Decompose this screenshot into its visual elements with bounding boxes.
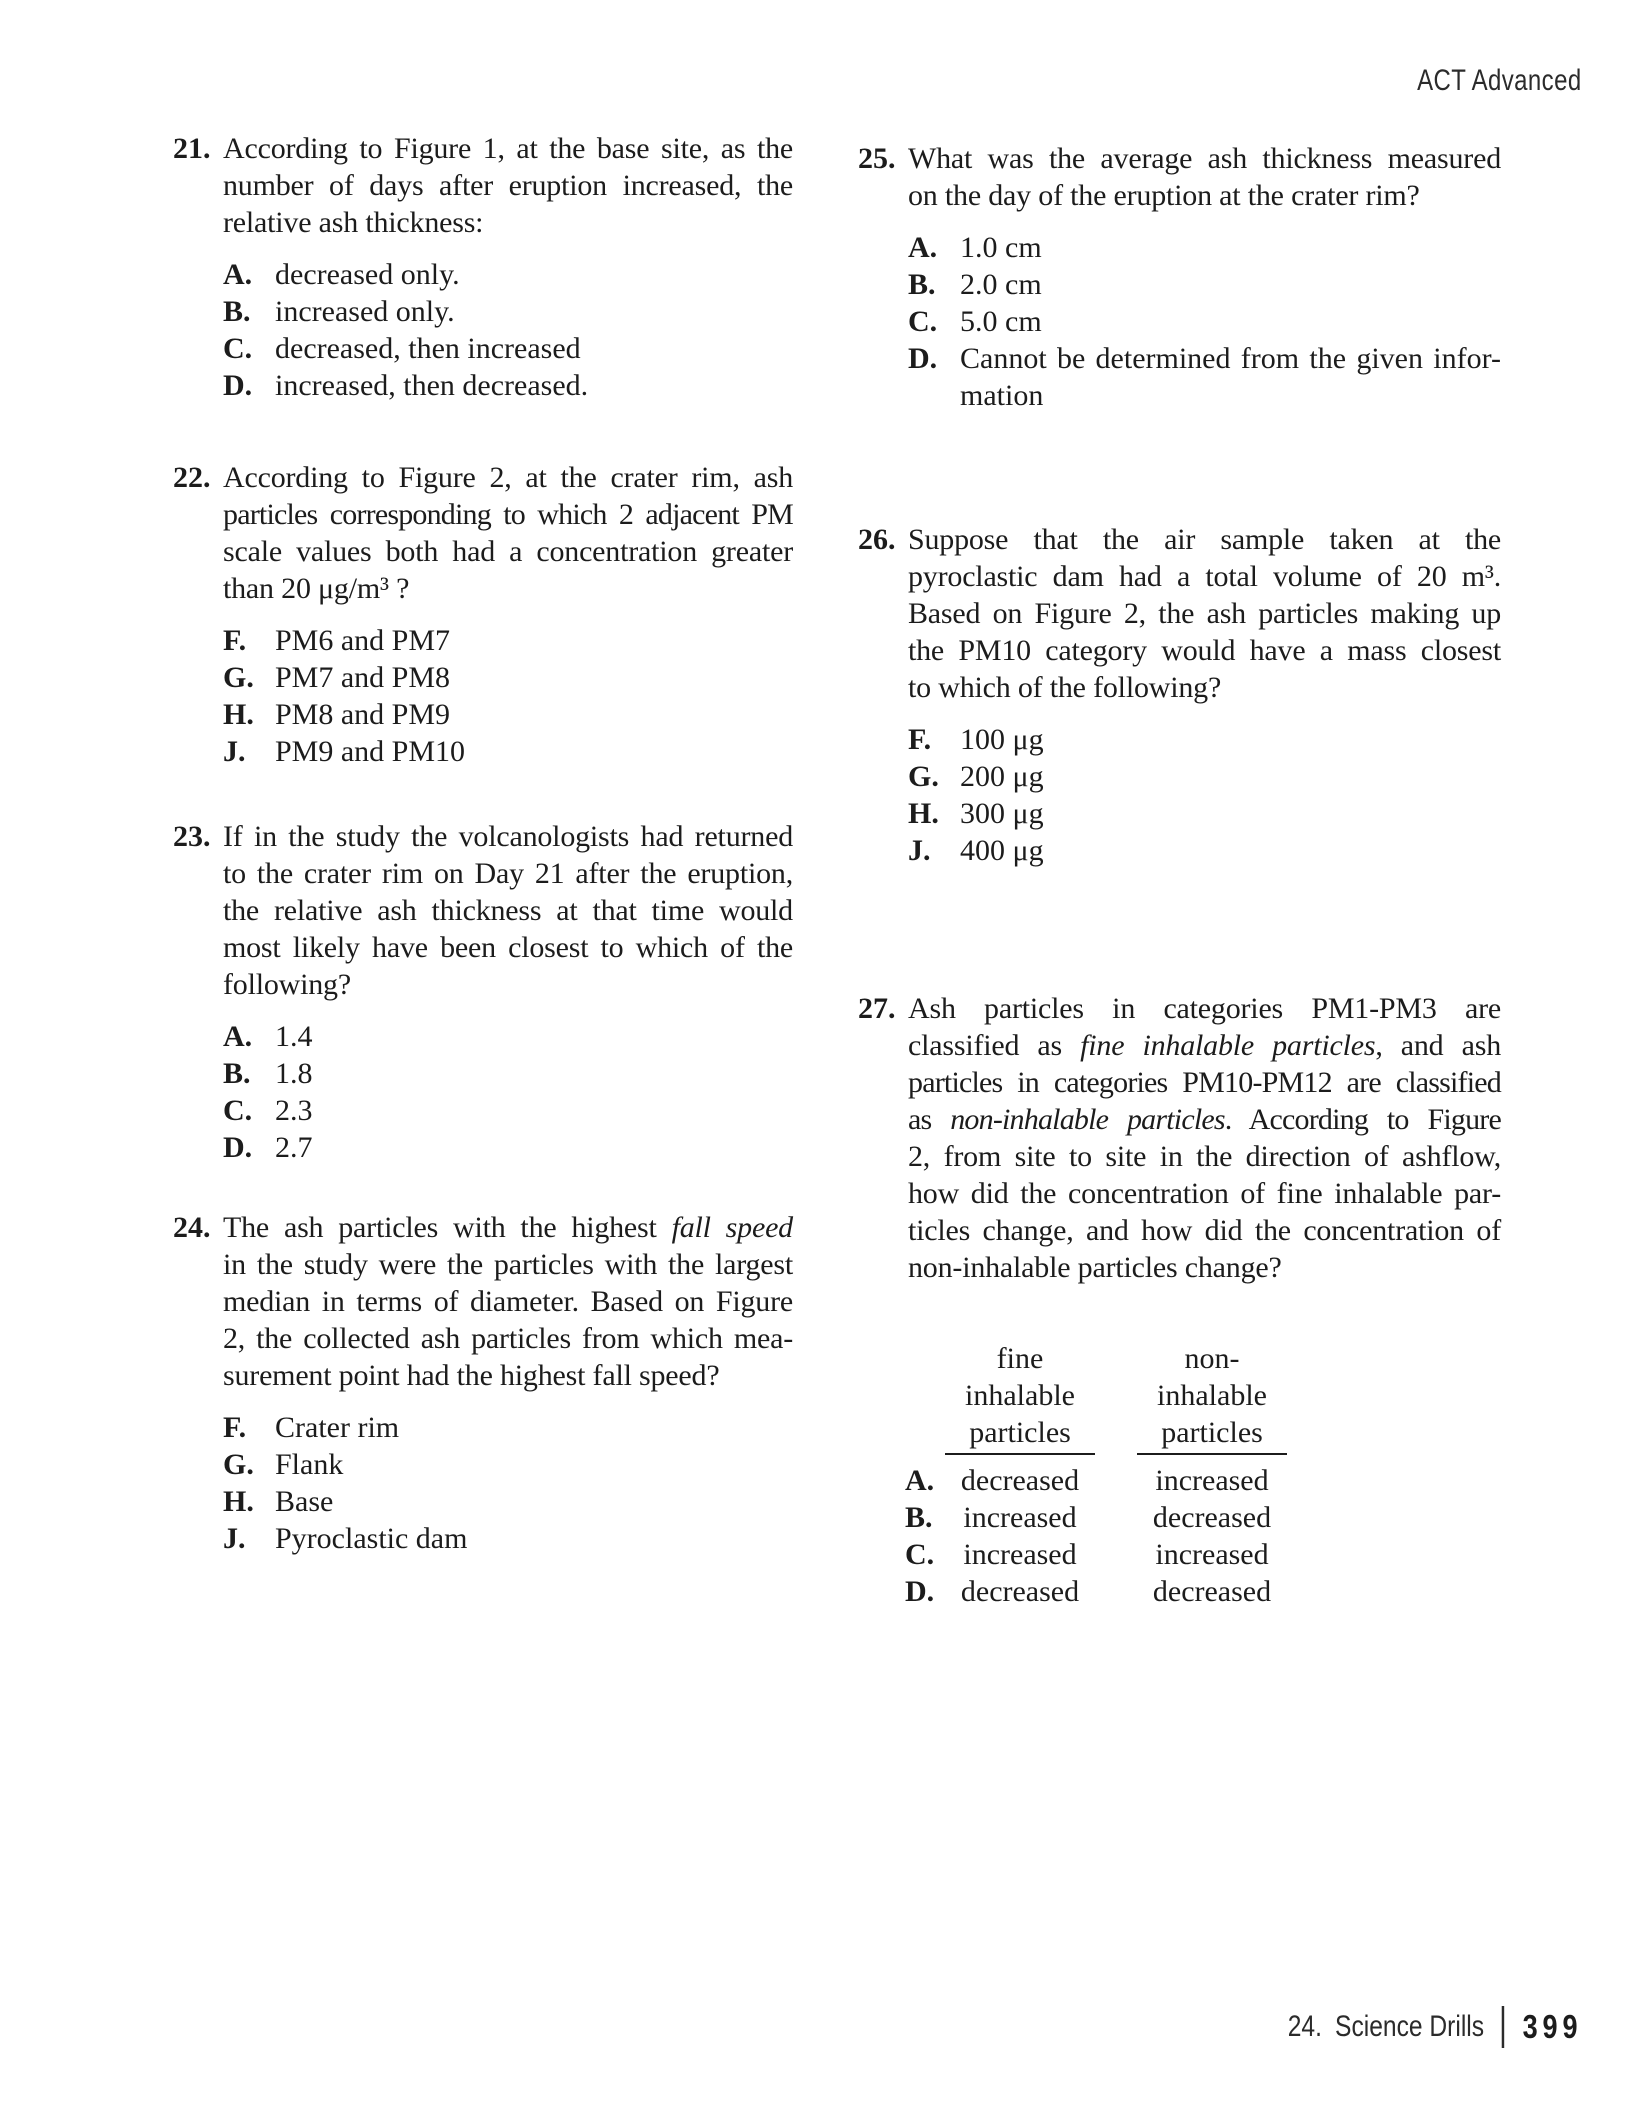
option-letter: B. <box>223 1057 251 1090</box>
table-cell: decreased <box>960 1464 1080 1497</box>
table-row <box>858 1536 1501 1573</box>
question-body <box>908 521 1501 869</box>
option-letter: D. <box>905 1575 935 1608</box>
question-line: classified as fine inhalable particles, and ash <box>908 1029 1502 1062</box>
option-row <box>908 721 1501 758</box>
question-body <box>223 459 793 770</box>
option-text: 2.7 <box>275 1131 313 1164</box>
option-letter: G. <box>223 661 254 694</box>
option-text: Flank <box>275 1448 344 1481</box>
option-row <box>223 1483 793 1520</box>
option-text: increased, then decreased. <box>275 369 589 402</box>
option-text: 400 μg <box>960 834 1044 867</box>
options-list <box>908 721 1501 869</box>
table-header-row <box>858 1340 1501 1455</box>
question-line: non-inhalable particles change? <box>908 1251 1282 1284</box>
option-text: 2.0 cm <box>960 268 1042 301</box>
option-text: decreased only. <box>275 258 460 291</box>
options-list <box>223 256 793 404</box>
option-letter: F. <box>223 1411 247 1444</box>
question-line: Suppose that the air sample taken at the <box>908 523 1501 556</box>
footer-divider <box>1502 2006 1504 2048</box>
question-line: median in terms of diameter. Based on Figure <box>223 1285 793 1318</box>
question-line: number of days after eruption increased, the <box>223 169 793 202</box>
option-text: decreased, then increased <box>275 332 581 365</box>
option-text: Base <box>275 1485 334 1518</box>
option-row <box>223 1055 793 1092</box>
option-row <box>908 795 1501 832</box>
option-letter: G. <box>908 760 939 793</box>
option-letter: J. <box>908 834 931 867</box>
question-line: What was the average ash thickness measured <box>908 142 1501 175</box>
option-row <box>223 1520 793 1557</box>
option-letter: C. <box>223 1094 253 1127</box>
question-body <box>908 140 1501 414</box>
option-row <box>223 1409 793 1446</box>
option-text: Crater rim <box>275 1411 400 1444</box>
option-letter: D. <box>223 1131 253 1164</box>
question-line: Based on Figure 2, the ash particles making up <box>908 597 1501 630</box>
answer-table <box>858 1340 1501 1610</box>
option-letter: H. <box>223 698 254 731</box>
table-cell: decreased <box>960 1575 1080 1608</box>
question-line: in the study were the particles with the largest <box>223 1248 793 1281</box>
question-line: than 20 μg/m³ ? <box>223 572 410 605</box>
question-23 <box>173 818 793 1166</box>
option-text: Cannot be determined from the given infor- mation <box>960 342 1501 412</box>
option-row <box>908 303 1501 340</box>
option-text: 1.8 <box>275 1057 313 1090</box>
option-letter: D. <box>223 369 253 402</box>
page-number: 399 <box>1522 2008 1582 2045</box>
question-line: If in the study the volcanologists had returned <box>223 820 793 853</box>
option-letter: A. <box>905 1464 935 1497</box>
question-line: According to Figure 2, at the crater rim, ash <box>223 461 793 494</box>
question-line: relative ash thickness: <box>223 206 484 239</box>
question-body <box>223 818 793 1166</box>
table-row <box>858 1499 1501 1536</box>
option-row <box>223 659 793 696</box>
question-line: pyroclastic dam had a total volume of 20 m³. <box>908 560 1501 593</box>
table-header-spacer <box>905 1340 945 1455</box>
question-line: particles in categories PM10-PM12 are classified <box>908 1066 1501 1099</box>
option-letter: H. <box>223 1485 254 1518</box>
question-line: Ash particles in categories PM1-PM3 are <box>908 992 1501 1025</box>
option-text: PM7 and PM8 <box>275 661 451 694</box>
question-line: most likely have been closest to which of the <box>223 931 793 964</box>
options-list <box>908 229 1501 414</box>
question-number: 22. <box>173 461 211 494</box>
option-letter: G. <box>223 1448 254 1481</box>
option-letter: A. <box>223 258 253 291</box>
question-line: surement point had the highest fall speed? <box>223 1359 720 1392</box>
option-row <box>223 367 793 404</box>
option-letter: C. <box>908 305 938 338</box>
table-cell: decreased <box>1152 1575 1272 1608</box>
option-row <box>908 229 1501 266</box>
question-body <box>223 1209 793 1557</box>
question-body <box>223 130 793 404</box>
question-number: 27. <box>858 992 896 1025</box>
options-list <box>223 622 793 770</box>
page-footer <box>1287 2006 1582 2048</box>
option-text: 5.0 cm <box>960 305 1042 338</box>
table-cell: increased <box>1155 1464 1269 1497</box>
question-line: 2, the collected ash particles from which mea- <box>223 1322 793 1355</box>
question-line: particles corresponding to which 2 adjacent PM <box>223 498 793 531</box>
option-row <box>223 256 793 293</box>
table-header-fine-inhalable: fine inhalable particles <box>945 1340 1095 1455</box>
option-row <box>223 733 793 770</box>
footer-section-number: 24. <box>1287 2010 1322 2043</box>
option-letter: H. <box>908 797 939 830</box>
table-cell: increased <box>1155 1538 1269 1571</box>
option-text: 200 μg <box>960 760 1044 793</box>
page-header-edition: ACT Advanced <box>1417 64 1582 97</box>
table-row <box>858 1462 1501 1499</box>
option-text: Pyroclastic dam <box>275 1522 468 1555</box>
question-line: how did the concentration of fine inhalable par- <box>908 1177 1501 1210</box>
option-letter: A. <box>223 1020 253 1053</box>
table-cell: increased <box>963 1501 1077 1534</box>
option-row <box>223 1129 793 1166</box>
question-line: following? <box>223 968 351 1001</box>
question-line: the relative ash thickness at that time would <box>223 894 793 927</box>
question-number: 23. <box>173 820 211 853</box>
question-line: as non-inhalable particles. According to Figure <box>908 1103 1501 1136</box>
question-24 <box>173 1209 793 1557</box>
question-line: on the day of the eruption at the crater rim? <box>908 179 1420 212</box>
option-letter: F. <box>223 624 247 657</box>
option-text: 100 μg <box>960 723 1044 756</box>
option-row <box>908 832 1501 869</box>
question-line: to the crater rim on Day 21 after the eruption, <box>223 857 793 890</box>
question-21 <box>173 130 793 404</box>
question-number: 26. <box>858 523 896 556</box>
option-row <box>223 622 793 659</box>
option-text: PM8 and PM9 <box>275 698 451 731</box>
option-letter: B. <box>908 268 936 301</box>
question-26 <box>858 521 1501 869</box>
option-letter: C. <box>905 1538 935 1571</box>
question-line: ticles change, and how did the concentration of <box>908 1214 1501 1247</box>
option-letter: J. <box>223 735 246 768</box>
question-number: 24. <box>173 1211 211 1244</box>
option-letter: B. <box>223 295 251 328</box>
option-letter: A. <box>908 231 938 264</box>
options-list <box>223 1018 793 1166</box>
option-text: 1.0 cm <box>960 231 1042 264</box>
table-cell: decreased <box>1152 1501 1272 1534</box>
option-row <box>223 1092 793 1129</box>
question-number: 25. <box>858 142 896 175</box>
option-letter: B. <box>905 1501 933 1534</box>
question-line: According to Figure 1, at the base site, as the <box>223 132 793 165</box>
question-number: 21. <box>173 132 211 165</box>
table-cell: increased <box>963 1538 1077 1571</box>
option-row <box>908 266 1501 303</box>
question-line: to which of the following? <box>908 671 1222 704</box>
option-letter: J. <box>223 1522 246 1555</box>
option-letter: F. <box>908 723 932 756</box>
option-row <box>223 1018 793 1055</box>
option-letter: C. <box>223 332 253 365</box>
question-22 <box>173 459 793 770</box>
question-27 <box>858 990 1501 1610</box>
option-row <box>223 1446 793 1483</box>
option-text: 2.3 <box>275 1094 313 1127</box>
option-row <box>908 340 1501 414</box>
option-text: PM6 and PM7 <box>275 624 451 657</box>
question-25 <box>858 140 1501 414</box>
table-header-non-inhalable: non-inhalable particles <box>1137 1340 1287 1455</box>
question-line: the PM10 category would have a mass closest <box>908 634 1501 667</box>
option-row <box>908 758 1501 795</box>
option-text: 300 μg <box>960 797 1044 830</box>
table-row <box>858 1573 1501 1610</box>
option-row <box>223 696 793 733</box>
option-letter: D. <box>908 342 938 375</box>
option-text: PM9 and PM10 <box>275 735 466 768</box>
question-body <box>908 990 1501 1286</box>
question-line: scale values both had a concentration greater <box>223 535 793 568</box>
question-line: 2, from site to site in the direction of ashflow, <box>908 1140 1501 1173</box>
question-line: The ash particles with the highest fall speed <box>223 1211 793 1244</box>
option-row <box>223 293 793 330</box>
option-text: 1.4 <box>275 1020 313 1053</box>
footer-section-title: Science Drills <box>1334 2010 1484 2043</box>
options-list <box>223 1409 793 1557</box>
option-row <box>223 330 793 367</box>
option-text: increased only. <box>275 295 455 328</box>
